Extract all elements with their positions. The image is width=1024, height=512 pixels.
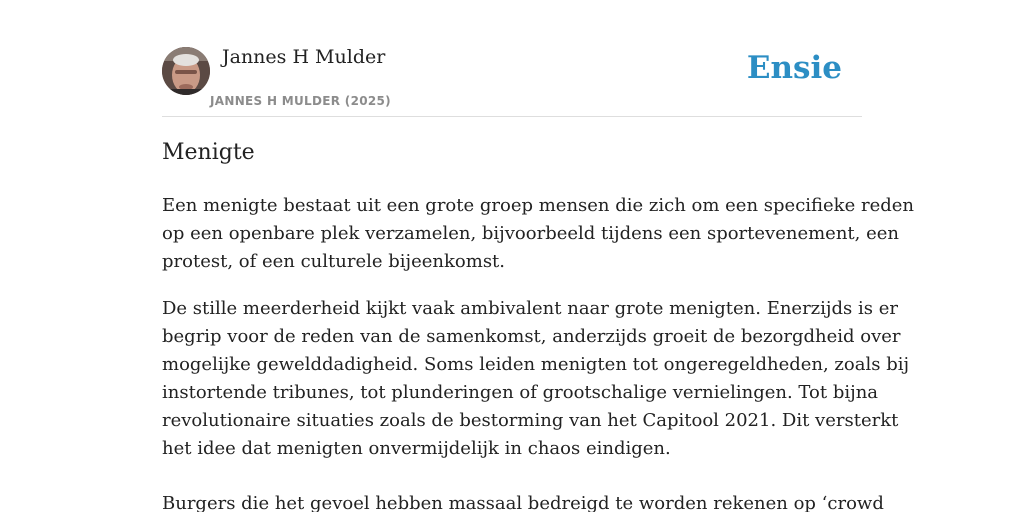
article-paragraph: [162, 192, 914, 276]
article-header: [162, 40, 862, 117]
author-name[interactable]: Jannes H Mulder: [222, 46, 386, 68]
paragraph-line: Een menigte bestaat uit een grote groep mensen die zich om een specifieke reden: [162, 195, 914, 216]
article-paragraph: [162, 490, 884, 512]
article-title: Menigte: [162, 140, 255, 165]
article-paragraph: [162, 295, 910, 463]
brand-logo[interactable]: Ensie: [746, 50, 842, 86]
paragraph-line: op een openbare plek verzamelen, bijvoorbeeld tijdens een sportevenement, een: [162, 223, 899, 244]
paragraph-line: begrip voor de reden van de samenkomst, anderzijds groeit de bezorgdheid over: [162, 326, 901, 347]
author-avatar[interactable]: [162, 47, 210, 95]
paragraph-line: revolutionaire situaties zoals de bestorming van het Capitool 2021. Dit versterkt: [162, 410, 899, 431]
paragraph-line: het idee dat menigten onvermijdelijk in chaos eindigen.: [162, 438, 671, 459]
paragraph-line: Burgers die het gevoel hebben massaal bedreigd te worden rekenen op ‘crowd: [162, 493, 884, 512]
author-byline: JANNES H MULDER (2025): [210, 94, 391, 108]
paragraph-line: mogelijke gewelddadigheid. Soms leiden menigten tot ongeregeldheden, zoals bij: [162, 354, 910, 375]
author-portrait-image: [162, 47, 210, 95]
paragraph-line: instortende tribunes, tot plunderingen of grootschalige vernielingen. Tot bijna: [162, 382, 879, 403]
paragraph-line: De stille meerderheid kijkt vaak ambivalent naar grote menigten. Enerzijds is er: [162, 298, 898, 319]
paragraph-line: protest, of een culturele bijeenkomst.: [162, 251, 506, 272]
article-page: [162, 0, 914, 512]
